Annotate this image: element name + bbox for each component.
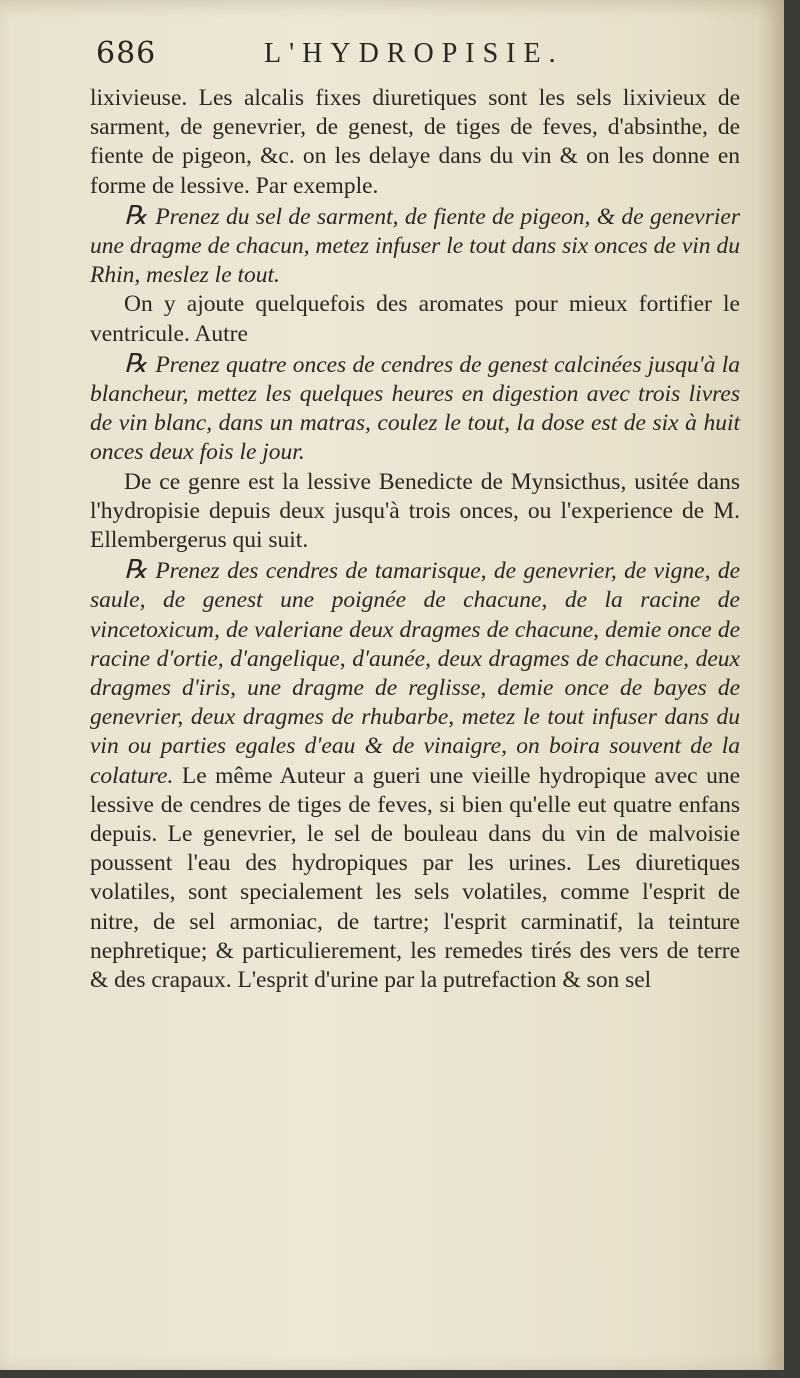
paragraph-text: Le même Auteur a gueri une vieille hydropique avec une lessive de cendres de tiges de feves, si bien qu'elle eut quatre enfans depuis. Le genevrier, le sel de bouleau dans du vin de malvoisie poussent l'eau des hydropiques par les urines. Les diuretiques volatiles, sont specialement les sels volatiles, comme l'esprit de nitre, de sel armoniac, de tartre; l'esprit carminatif, la teinture nephretique; & particulierement, les remedes tirés des vers de terre & des crapaux. L'esprit d'urine par la putrefaction & son sel [90, 762, 740, 994]
recipe-rx-icon: ℞ [124, 555, 148, 585]
paragraph-text: On y ajoute quelquefois des aromates pour mieux fortifier le ventricule. Autre [90, 291, 740, 347]
paragraph-lessive-benedicte [90, 468, 740, 556]
recipe-text: Prenez des cendres de tamarisque, de genevrier, de vigne, de saule, de genest une poignée de chacune, de la racine de vincetoxicum, de valeriane deux dragmes de chacune, demie once de racine d'ortie, d'angelique, d'aunée, deux dragmes de chacune, deux dragmes d'iris, une dragme de reglisse, demie once de bayes de genevrier, deux dragmes de rhubarbe, metez le tout infuser dans du vin ou parties egales d'eau & de vinaigre, on boira souvent de la colature. [90, 558, 740, 789]
page-header [96, 36, 746, 80]
running-head: L'HYDROPISIE. [264, 38, 564, 69]
recipe-sel-de-sarment [90, 201, 740, 291]
page-number: 686 [96, 36, 157, 71]
recipe-text: Prenez quatre onces de cendres de genest calcinées jusqu'à la blancheur, mettez les quelques heures en digestion avec trois livres de vin blanc, dans un matras, coulez le tout, la dose est de six à huit onces deux fois le jour. [90, 351, 740, 466]
recipe-ellembergerus [90, 555, 740, 995]
recipe-text: Prenez du sel de sarment, de fiente de pigeon, & de genevrier une dragme de chacun, metez infuser le tout dans six onces de vin du Rhin, meslez le tout. [90, 203, 740, 289]
body-text [90, 84, 740, 995]
paragraph-text: lixivieuse. Les alcalis fixes diuretiques sont les sels lixivieux de sarment, de genevrier, de genest, de tiges de feves, d'absinthe, de fiente de pigeon, &c. on les delaye dans du vin & on les donne en forme de lessive. Par exemple. [90, 85, 740, 199]
paragraph-aromates [90, 290, 740, 348]
page-edge-shadow [758, 0, 784, 1370]
paragraph-lixivieuse [90, 84, 740, 201]
recipe-cendres-de-genest [90, 349, 740, 468]
recipe-rx-icon: ℞ [124, 348, 148, 378]
recipe-rx-icon: ℞ [124, 200, 148, 230]
paragraph-text: De ce genre est la lessive Benedicte de Mynsicthus, usitée dans l'hydropisie depuis deux jusqu'à trois onces, ou l'experience de M. Ellembergerus qui suit. [90, 468, 740, 554]
